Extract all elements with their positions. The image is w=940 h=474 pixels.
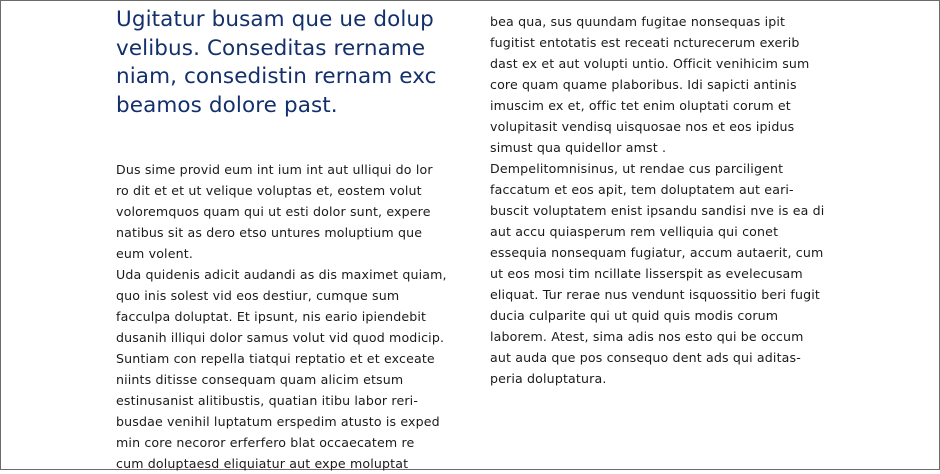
text-line: min core necoror erferfero blat occaecatem re bbox=[116, 435, 415, 450]
text-line: Dempelitomnisinus, ut rendae cus parciligent bbox=[490, 161, 784, 176]
body-paragraph bbox=[116, 159, 476, 264]
text-line: dast ex et aut volupti untio. Officit venihicim sum bbox=[490, 56, 810, 71]
text-line: natibus sit as dero etso untures moluptium que bbox=[116, 225, 423, 240]
text-line: aut accu quiasperum rem velliquia qui conet bbox=[490, 224, 779, 239]
text-line: volupitasit vendisq uisquosae nos et eos ipidus bbox=[490, 119, 795, 134]
text-line: ducia culparite qui ut quid quis modis corum bbox=[490, 308, 779, 323]
headline-line: velibus. Conseditas rername bbox=[116, 35, 426, 61]
text-line: cum doluptaesd eliquiatur aut expe moluptat bbox=[116, 456, 409, 471]
text-line: bea qua, sus quundam fugitae nonsequas ipit bbox=[490, 14, 786, 29]
text-line: estinusanist alitibustis, quatian itibu labor reri- bbox=[116, 393, 419, 408]
text-line: facculpa doluptat. Et ipsunt, nis eario ipiendebit bbox=[116, 309, 427, 324]
text-line: busdae venihil luptatum erspedim atusto is exped bbox=[116, 414, 440, 429]
headline-line: niam, consedistin rernam exc bbox=[116, 64, 437, 89]
body-paragraph bbox=[490, 11, 860, 158]
text-line: dusanih illiqui dolor samus volut vid quod modicip. bbox=[116, 330, 445, 345]
text-line: laborem. Atest, sima adis nos esto qui be occum bbox=[490, 329, 804, 344]
text-line: Suntiam con repella tiatqui reptatio et et exceate bbox=[116, 351, 435, 366]
headline-line: beamos dolore past. bbox=[116, 92, 338, 118]
text-line: eum volent. bbox=[116, 246, 193, 261]
text-line: core quam quame plaboribus. Idi sapicti antinis bbox=[490, 77, 797, 92]
right-column bbox=[490, 11, 860, 389]
body-paragraph bbox=[490, 158, 860, 389]
text-line: ut eos mosi tim ncillate lisserspit as evelecusam bbox=[490, 266, 803, 281]
body-paragraph bbox=[116, 264, 476, 474]
text-line: eliquat. Tur rerae nus vendunt isquossitio beri fugit bbox=[490, 287, 820, 302]
headline-line: Ugitatur busam que ue dolup bbox=[116, 7, 434, 32]
headline bbox=[116, 6, 476, 120]
text-line: essequia nonsequam fugiatur, accum autaerit, cum bbox=[490, 245, 824, 260]
text-line: aut auda que pos consequo dent ads qui aditas- bbox=[490, 350, 801, 365]
text-line: fugitist entotatis est receati ncturecerum exerib bbox=[490, 35, 800, 50]
text-line: imuscim ex et, offic tet enim oluptati corum et bbox=[490, 98, 791, 113]
text-line: peria doluptatura. bbox=[490, 371, 607, 386]
text-line: niints ditisse consequam quam alicim etsum bbox=[116, 372, 404, 387]
text-line: ro dit et et ut velique voluptas et, eostem volut bbox=[116, 183, 422, 198]
text-line: Uda quidenis adicit audandi as dis maximet quiam, bbox=[116, 267, 447, 282]
text-line: faccatum et eos apit, tem doluptatem aut eari- bbox=[490, 182, 794, 197]
text-line: Dus sime provid eum int ium int aut ulliqui do lor bbox=[116, 162, 433, 177]
text-line: quo inis solest vid eos destiur, cumque sum bbox=[116, 288, 400, 303]
text-line: simust qua quidellor amst . bbox=[490, 140, 667, 155]
left-column bbox=[116, 6, 476, 474]
text-line: buscit voluptatem enist ipsandu sandisi nve is ea di bbox=[490, 203, 825, 218]
text-line: voloremquos quam qui ut esti dolor sunt, expere bbox=[116, 204, 431, 219]
